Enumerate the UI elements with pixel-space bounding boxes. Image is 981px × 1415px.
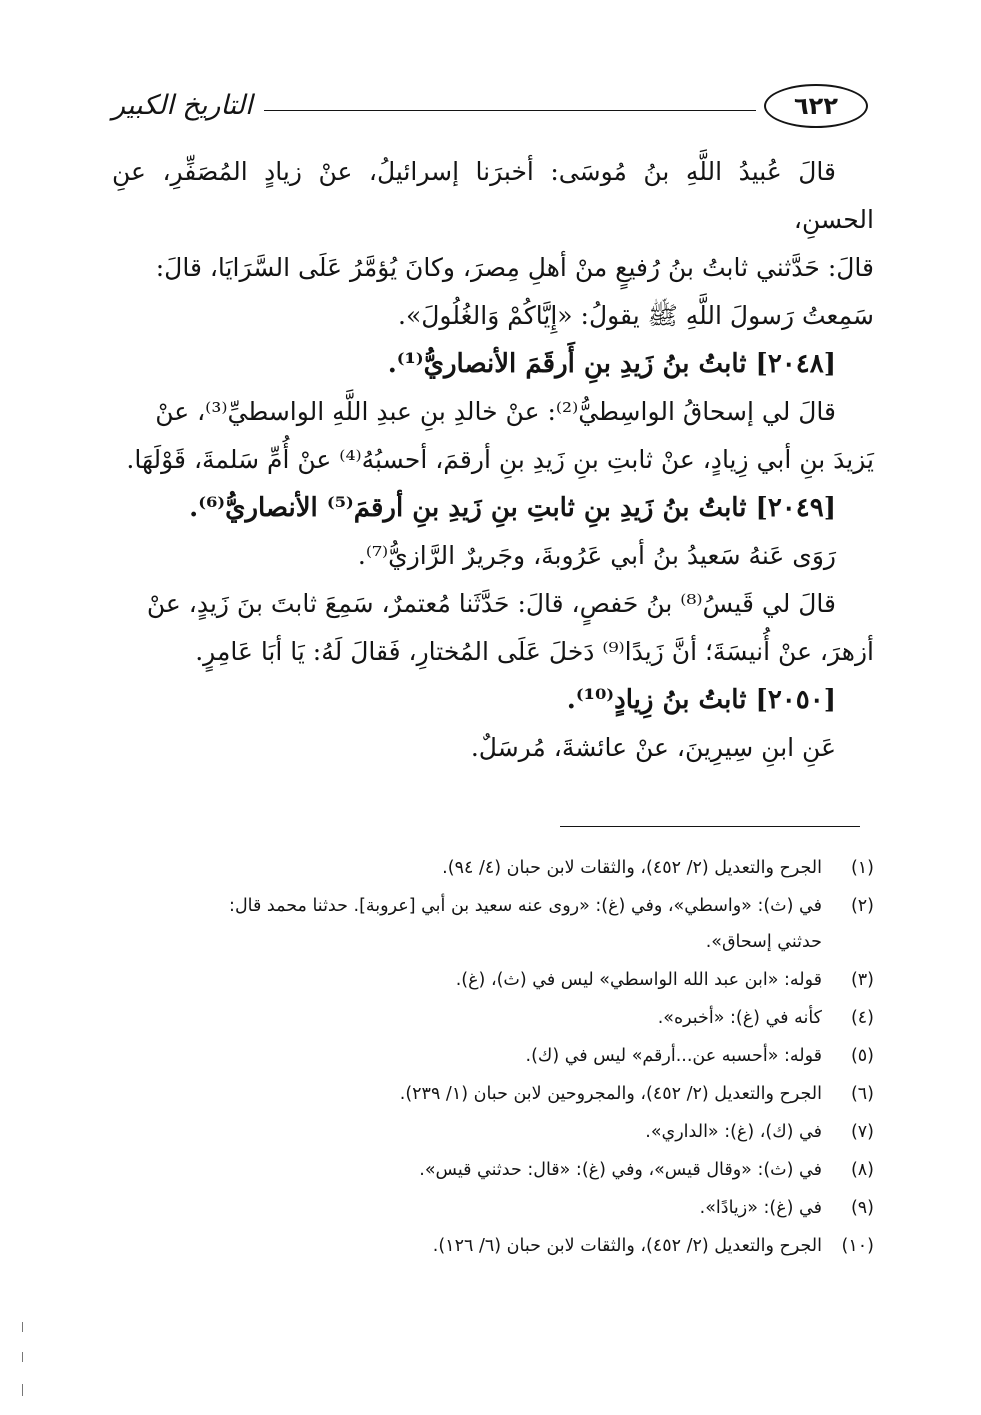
footnote-number: (٥) — [850, 1046, 874, 1066]
paragraph-line: قالَ لي قَيسُ⁽⁸⁾ بنُ حَفصٍ، قالَ: حَدَّثَنا مُعتمرٌ، سَمِعَ ثابتَ بنَ زَيدٍ، عنْ — [146, 589, 836, 618]
footnote-text: في (ث): «واسطي»، وفي (غ): «روى عنه سعيد بن أبي [عروبة]. حدثنا محمد قال: — [229, 896, 822, 916]
margin-mark — [22, 1352, 23, 1362]
paragraph-line: سَمِعتُ رَسولَ اللَّهِ ﷺ يقولُ: «إِيَّاكُمْ وَالغُلُولَ». — [398, 301, 874, 330]
footnote-item — [112, 850, 874, 886]
footnote-item — [112, 1000, 874, 1036]
footnote-number: (٧) — [850, 1122, 874, 1142]
footnote-text: الجرح والتعديل (٢/ ٤٥٢)، والمجروحين لابن حبان (١/ ٢٣٩). — [399, 1084, 822, 1104]
footnote-item — [112, 1076, 874, 1112]
footnote-number: (٦) — [850, 1084, 874, 1104]
footnote-item — [112, 1152, 874, 1188]
margin-mark — [22, 1384, 23, 1396]
paragraph-line: عَنِ ابنِ سِيرِينَ، عنْ عائشةَ، مُرسَلٌ. — [470, 733, 836, 762]
page-number: ٦٢٢ — [764, 84, 868, 128]
footnote-number: (١) — [850, 858, 874, 878]
footnote-text: في (ث): «وقال قيس»، وفي (غ): «قال: حدثني قيس». — [419, 1160, 822, 1180]
entry-heading-2050: [٢٠٥٠] ثابتُ بنُ زِيادٍ⁽¹⁰⁾. — [566, 685, 836, 715]
footnote-item — [112, 1228, 874, 1264]
footnotes — [112, 850, 874, 1266]
main-text — [112, 148, 874, 772]
footnote-item — [112, 962, 874, 998]
paragraph-line: قالَ عُبيدُ اللَّهِ بنُ مُوسَى: أخبرَنا إسرائيلُ، عنْ زيادٍ المُصَفِّرِ، عنِ الحسنِ، — [112, 157, 874, 234]
footnote-text: الجرح والتعديل (٢/ ٤٥٢)، والثقات لابن حبان (٤/ ٩٤). — [442, 858, 822, 878]
footnote-item — [112, 888, 874, 960]
paragraph-line: يَزيدَ بنِ أبي زِيادٍ، عنْ ثابتِ بنِ زَيدِ بنِ أرقمَ، أحسبُهُ⁽⁴⁾ عنْ أُمِّ سَلمةَ، قَوْلَهَا. — [126, 445, 874, 474]
footnote-text-continuation: حدثني إسحاق». — [705, 932, 822, 952]
footnote-text: قوله: «أحسبه عن...أرقم» ليس في (ك). — [525, 1046, 822, 1066]
entry-heading-2049: [٢٠٤٩] ثابتُ بنُ زَيدِ بنِ ثابتِ بنِ زَيدِ بنِ أرقمَ⁽⁵⁾ الأنصاريُّ⁽⁶⁾. — [189, 493, 836, 523]
footnote-item — [112, 1190, 874, 1226]
paragraph-line: رَوَى عَنهُ سَعيدُ بنُ أبي عَرُوبةَ، وجَريرٌ الرَّازيُّ⁽⁷⁾. — [357, 541, 836, 570]
footnote-number: (٩) — [850, 1198, 874, 1218]
margin-mark — [22, 1322, 23, 1332]
footnote-text: في (ك)، (غ): «الداري». — [645, 1122, 822, 1142]
footnote-text: الجرح والتعديل (٢/ ٤٥٢)، والثقات لابن حبان (٦/ ١٢٦). — [432, 1236, 822, 1256]
footnote-item — [112, 1038, 874, 1074]
footnote-number: (٢) — [850, 896, 874, 916]
paragraph-line: قالَ: حَدَّثني ثابتُ بنُ رُفيعٍ منْ أهلِ مِصرَ، وكانَ يُؤمَّرُ عَلَى السَّرَايَا، قالَ: — [155, 253, 874, 282]
header-rule — [264, 110, 756, 111]
paragraph-line: قالَ لي إسحاقُ الواسِطيُّ⁽²⁾: عنْ خالدِ بنِ عبدِ اللَّهِ الواسطيِّ⁽³⁾، عنْ — [155, 397, 836, 426]
page-header — [112, 84, 868, 136]
book-title: التاريخ الكبير — [112, 90, 253, 121]
paragraph-line: أزهرَ، عنْ أُنيسَةَ؛ أنَّ زَيدًا⁽⁹⁾ دَخلَ عَلَى المُختارِ، فَقالَ لَهُ: يَا أبَا عَامِرٍ. — [195, 637, 874, 666]
footnote-text: قوله: «ابن عبد الله الواسطي» ليس في (ث)، (غ). — [455, 970, 822, 990]
footnote-text: في (غ): «زيادًا». — [699, 1198, 822, 1218]
footnote-number: (٤) — [850, 1008, 874, 1028]
footnote-number: (٣) — [850, 970, 874, 990]
footnote-number: (١٠) — [841, 1236, 874, 1256]
footnote-item — [112, 1114, 874, 1150]
footnote-separator — [560, 826, 860, 827]
entry-heading-2048: [٢٠٤٨] ثابتُ بنُ زَيدِ بنِ أَرقَمَ الأنصاريُّ⁽¹⁾. — [387, 349, 836, 379]
footnote-text: كأنه في (غ): «أخبره». — [657, 1008, 822, 1028]
footnote-number: (٨) — [850, 1160, 874, 1180]
